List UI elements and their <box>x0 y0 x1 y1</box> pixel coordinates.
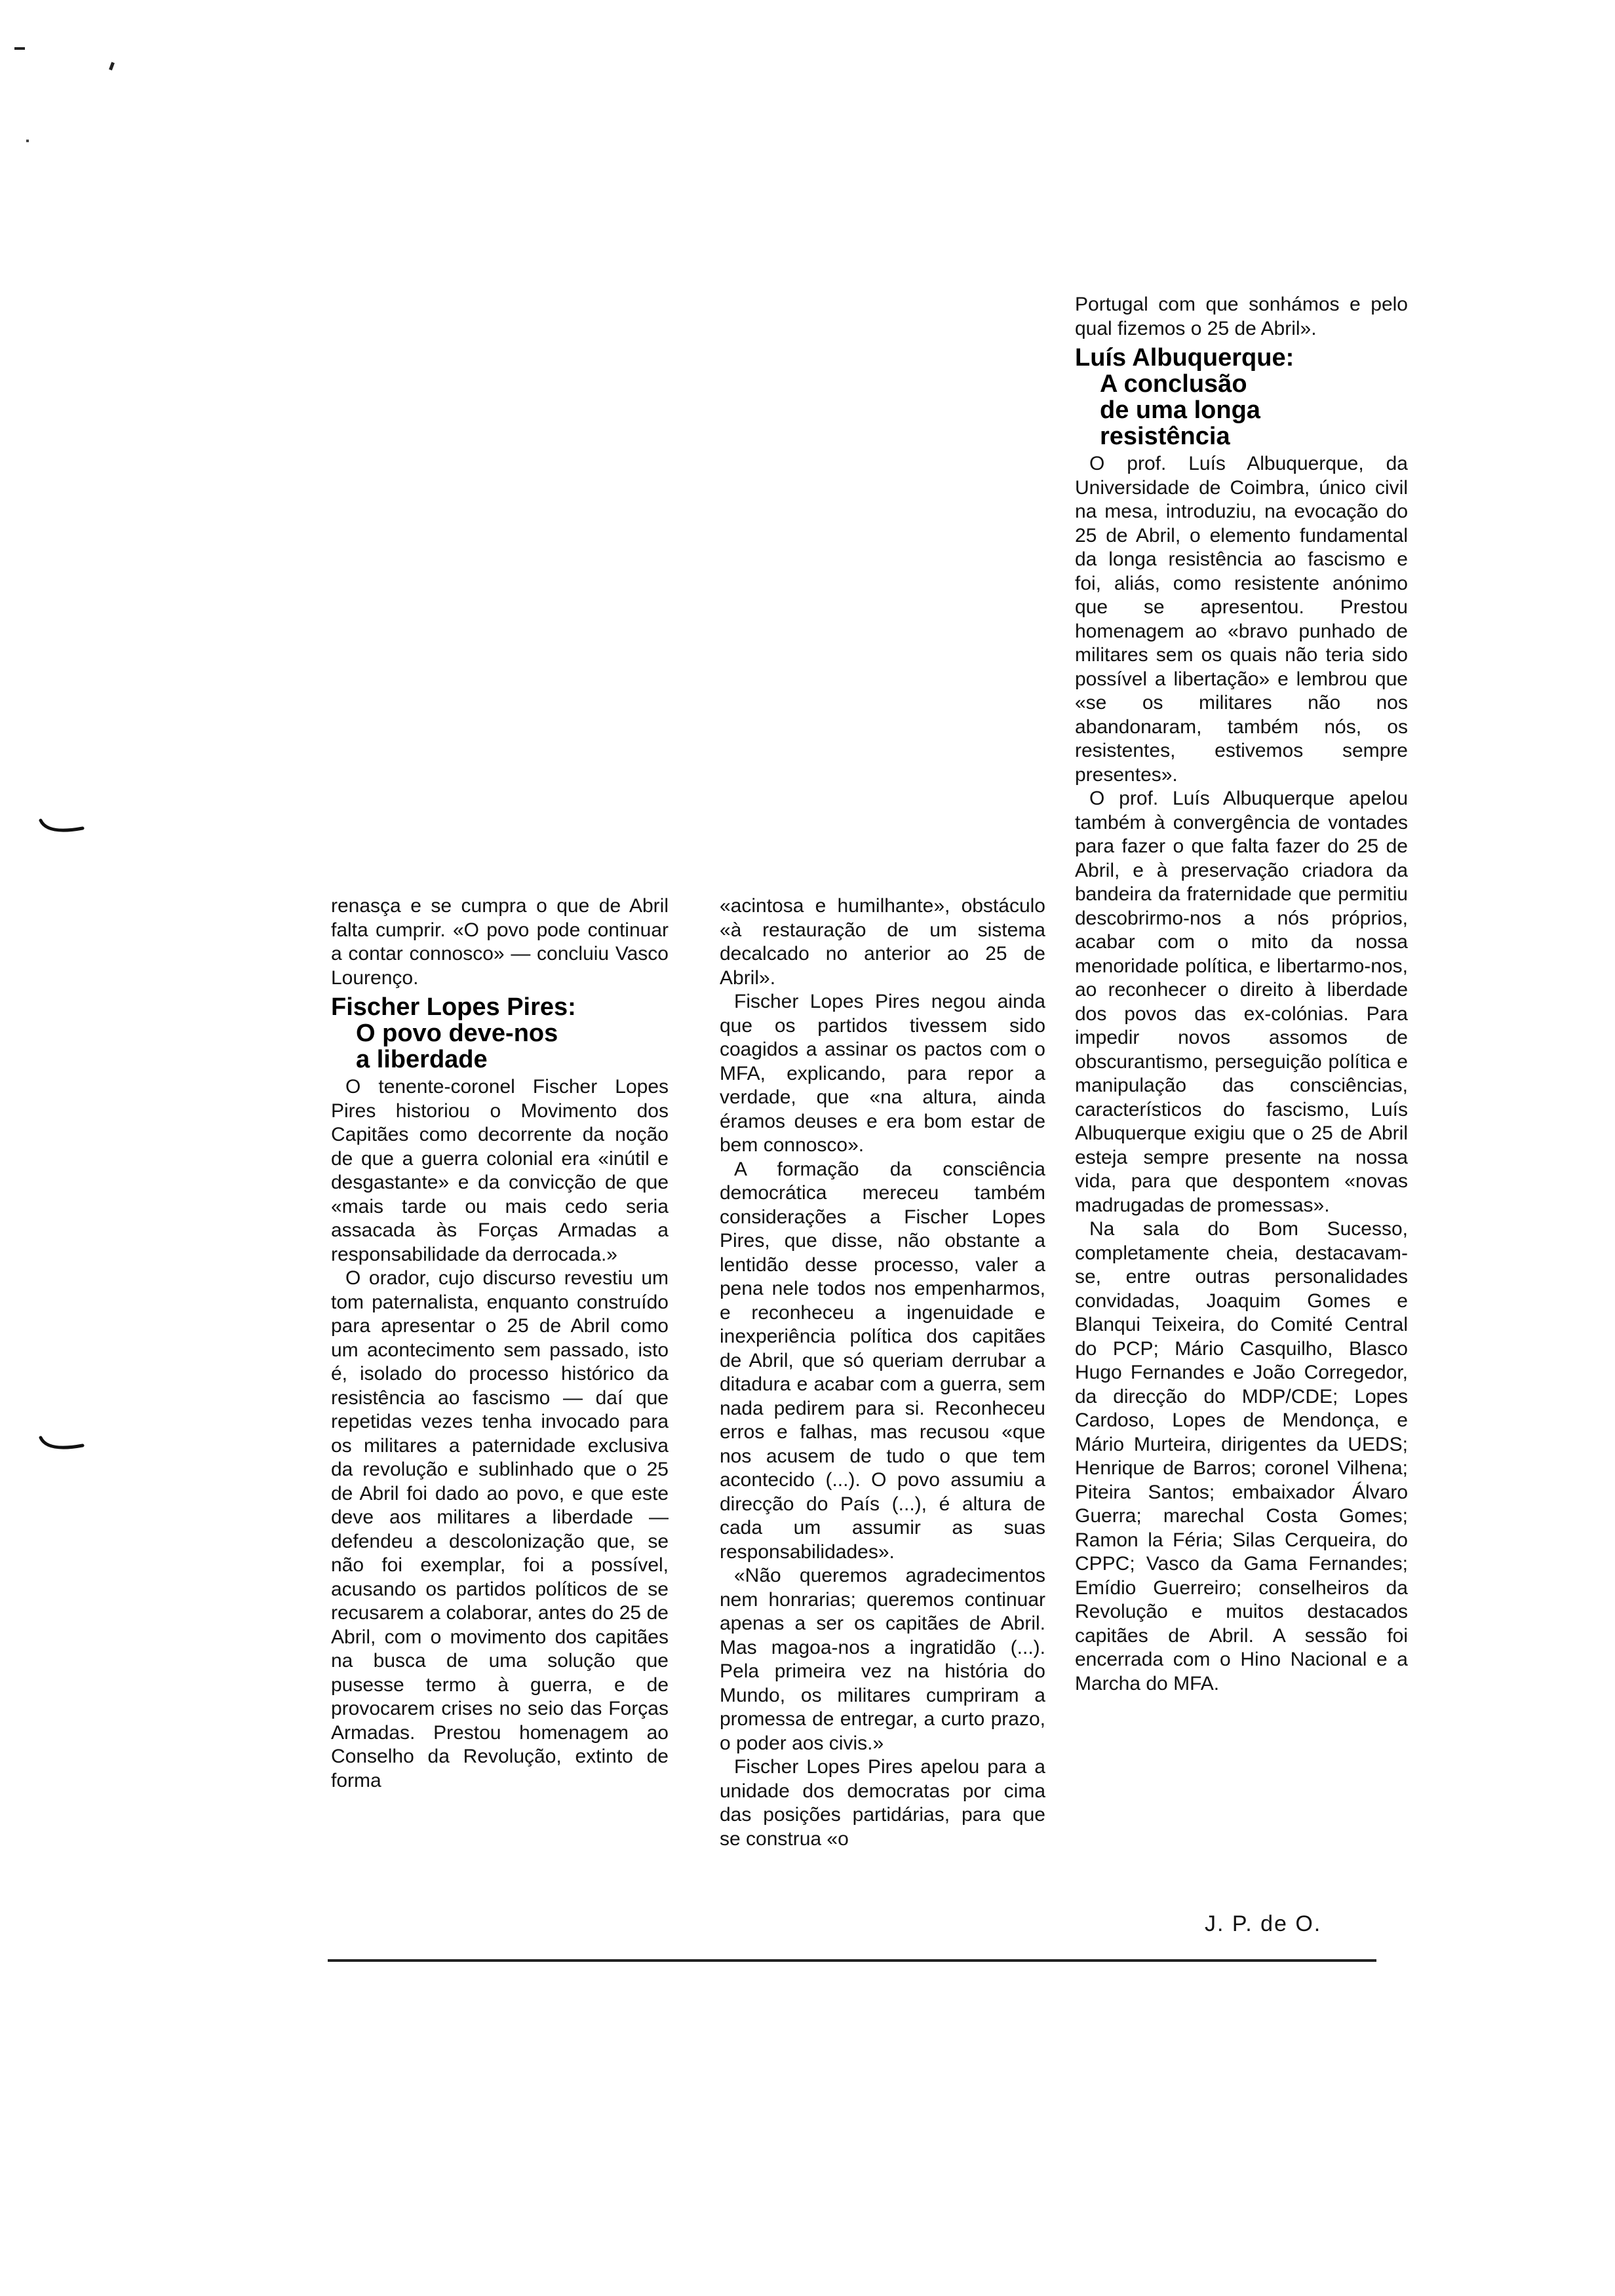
paragraph: O orador, cujo discurso revestiu um tom paternalista, enquanto construído para apresentar o 25 de Abril como um acontecimento sem passado, isto é, isolado do processo histórico da resistência ao fascismo — daí que repetidas vezes tenha invocado para os militares a paternidade exclusiva da revolução e sublinhado que o 25 de Abril foi dado ao povo, e que este deve aos militares a liberdade — defendeu a descolonização que, se não foi exemplar, foi a possível, acusando os partidos políticos de se recusarem a colaborar, antes do 25 de Abril, com o movimento dos capitães na busca de uma solução que pusesse termo à guerra, e de provocarem crises no seio das Forças Armadas. Prestou homenagem ao Conselho da Revolução, extinto de forma <box>331 1267 669 1791</box>
heading-line: Fischer Lopes Pires: <box>331 993 576 1021</box>
paragraph: Na sala do Bom Sucesso, completamente cheia, destacavam-se, entre outras personalidades convidadas, Joaquim Gomes e Blanqui Teixeira, do Comité Central do PCP; Mário Casquilho, Blasco Hugo Fernandes e João Corregedor, da direcção do MDP/CDE; Lopes Cardoso, Lopes de Mendonça, e Mário Murteira, dirigentes da UEDS; Henrique de Barros; coronel Vilhena; Piteira Santos; embaixador Álvaro Guerra; marechal Costa Gomes; Ramon la Féria; Silas Cerqueira, do CPPC; Vasco da Gama Fernandes; Emídio Guerreiro; conselheiros da Revolução e muitos destacados capitães de Abril. A sessão foi encerrada com o Hino Nacional e a Marcha do MFA. <box>1075 1218 1408 1694</box>
section-heading <box>331 994 669 1073</box>
paragraph: Fischer Lopes Pires negou ainda que os partidos tivessem sido coagidos a assinar os pactos com o MFA, explicando, para repor a verdade, que «na altura, ainda éramos deuses e era bom estar de bem connosco». <box>720 991 1045 1156</box>
binder-hole-mark <box>38 818 85 837</box>
article-column-1 <box>331 894 669 1793</box>
article-column-3 <box>1075 293 1408 1696</box>
heading-line: O povo deve-nos <box>356 1020 558 1047</box>
heading-line: de uma longa <box>1100 396 1260 424</box>
bottom-rule <box>328 1959 1376 1962</box>
heading-line: A conclusão <box>1100 370 1247 398</box>
author-signature: J. P. de O. <box>1205 1911 1322 1936</box>
scan-mark <box>109 62 115 71</box>
paragraph: Fischer Lopes Pires apelou para a unidade dos democratas por cima das posições partidárias, para que se construa «o <box>720 1756 1045 1850</box>
scan-mark <box>14 47 25 50</box>
paragraph: O prof. Luís Albuquerque apelou também à convergência de vontades para fazer o que falta fazer do 25 de Abril, e à preservação criadora da bandeira da fraternidade que permitiu descobrirmo-nos a nós próprios, acabar com o mito da nossa menoridade política, e libertarmo-nos, ao reconhecer o direito à liberdade dos povos das ex-colónias. Para impedir novos assomos de obscurantismo, perseguição política e manipulação das consciências, característicos do fascismo, Luís Albuquerque exigiu que o 25 de Abril esteja sempre presente na nossa vida, para que despontem «novas madrugadas de promessas». <box>1075 788 1408 1216</box>
paragraph: «Não queremos agradecimentos nem honrarias; queremos continuar apenas a ser os capitães de Abril. Mas magoa-nos a ingratidão (...). Pela primeira vez na história do Mundo, os militares cumpriram a promessa de entregar, a curto prazo, o poder aos civis.» <box>720 1565 1045 1754</box>
paragraph: «acintosa e humilhante», obstáculo «à restauração de um sistema decalcado no anterior ao 25 de Abril». <box>720 895 1045 989</box>
heading-line: Luís Albuquerque: <box>1075 344 1294 372</box>
article-column-2 <box>720 894 1045 1851</box>
binder-hole-mark <box>38 1435 85 1455</box>
section-heading <box>1075 345 1408 450</box>
heading-line: a liberdade <box>356 1046 488 1073</box>
paragraph: Portugal com que sonhámos e pelo qual fizemos o 25 de Abril». <box>1075 294 1408 339</box>
paragraph: A formação da consciência democrática mereceu também considerações a Fischer Lopes Pires, que disse, não obstante a lentidão desse processo, valer a pena nele todos nos empenharmos, e reconheceu a ingenuidade e inexperiência política dos capitães de Abril, que só queriam derrubar a ditadura e acabar com a guerra, sem nada pedirem para si. Reconheceu erros e falhas, mas recusou «que nos acusem de tudo o que tem acontecido (...). O povo assumiu a direcção do País (...), é altura de cada um assumir as suas responsabilidades». <box>720 1158 1045 1563</box>
paragraph: renasça e se cumpra o que de Abril falta cumprir. «O povo pode continuar a contar connosco» — concluiu Vasco Lourenço. <box>331 895 669 989</box>
paragraph: O prof. Luís Albuquerque, da Universidade de Coimbra, único civil na mesa, introduziu, na evocação do 25 de Abril, o elemento fundamental da longa resistência ao fascismo e foi, aliás, como resistente anónimo que se apresentou. Prestou homenagem ao «bravo punhado de militares sem os quais não teria sido possível a libertação» e lembrou que «se os militares não nos abandonaram, também nós, os resistentes, estivemos sempre presentes». <box>1075 453 1408 786</box>
heading-line: resistência <box>1100 423 1230 450</box>
paragraph: O tenente-coronel Fischer Lopes Pires historiou o Movimento dos Capitães como decorrente da noção de que a guerra colonial era «inútil e desgastante» e da convicção de que «mais tarde ou mais cedo seria assacada às Forças Armadas a responsabilidade da derrocada.» <box>331 1076 669 1265</box>
scan-mark <box>26 140 29 142</box>
